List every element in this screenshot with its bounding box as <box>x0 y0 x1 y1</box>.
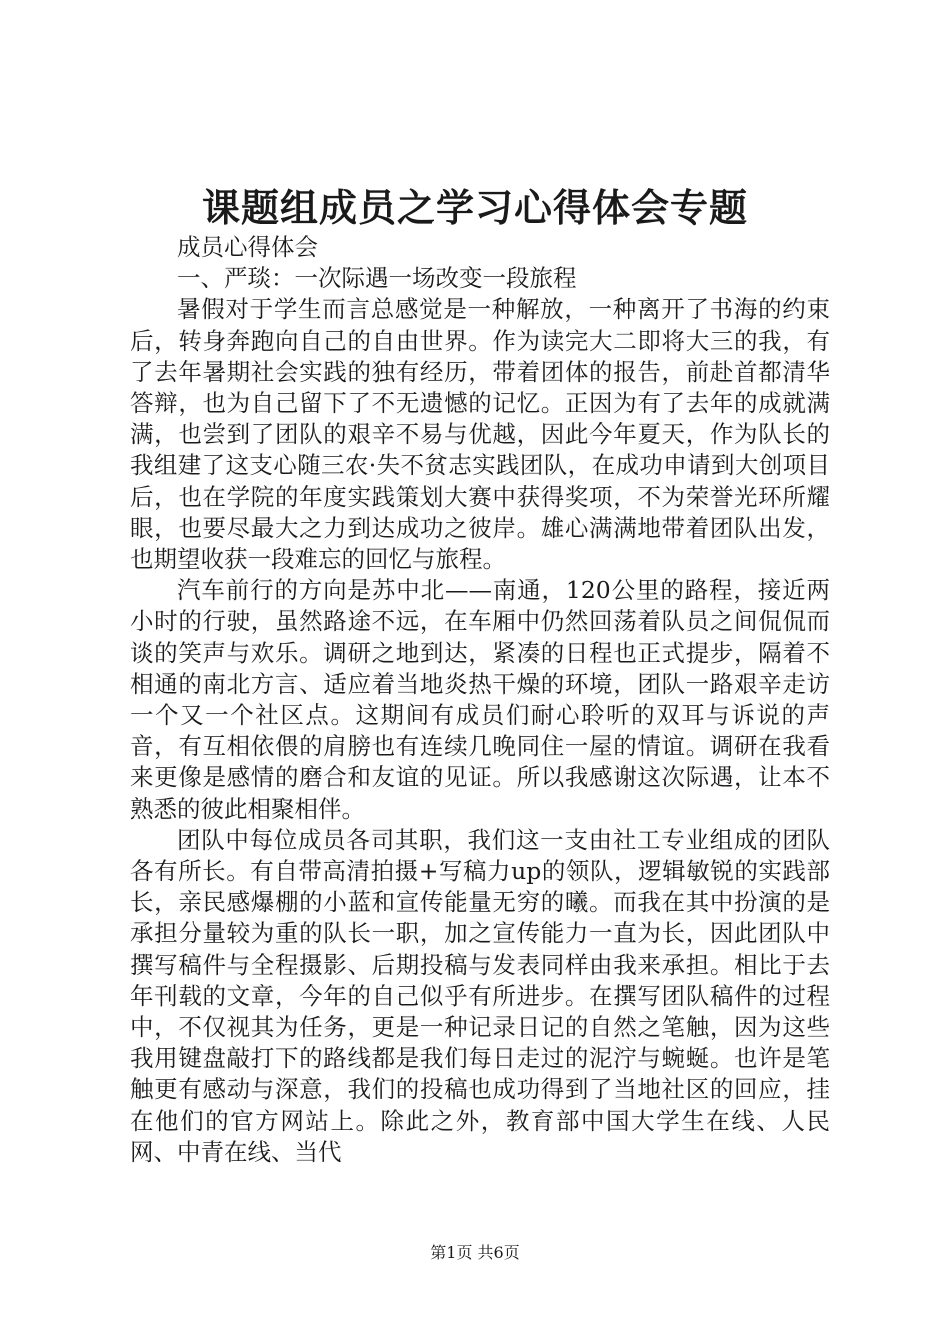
body-paragraph: 团队中每位成员各司其职，我们这一支由社工专业组成的团队各有所长。有自带高清拍摄+写稿力up的领队，逻辑敏锐的实践部长，亲民感爆棚的小蓝和宣传能量无穷的曦。而我在其中扮演的是承担分量较为重的队长一职，加之宣传能力一直为长，因此团队中撰写稿件与全程摄影、后期投稿与发表同样由我来承担。相比于去年刊载的文章，今年的自己似乎有所进步。在撰写团队稿件的过程中，不仅视其为任务，更是一种记录日记的自然之笔触，因为这些我用键盘敲打下的路线都是我们每日走过的泥泞与蜿蜒。也许是笔触更有感动与深意，我们的投稿也成功得到了当地社区的回应，挂在他们的官方网站上。除此之外，教育部中国大学生在线、人民网、中青在线、当代 <box>130 825 830 1166</box>
subsection-heading: 一、严琰：一次际遇一场改变一段旅程 <box>177 264 577 293</box>
document-body <box>130 232 830 1168</box>
body-paragraph: 暑假对于学生而言总感觉是一种解放，一种离开了书海的约束后，转身奔跑向自己的自由世界。作为读完大二即将大三的我，有了去年暑期社会实践的独有经历，带着团体的报告，前赴首都清华答辩，也为自己留下了不无遗憾的记忆。正因为有了去年的成就满满，也尝到了团队的艰辛不易与优越，因此今年夏天，作为队长的我组建了这支心随三农·失不贫志实践团队，在成功申请到大创项目后，也在学院的年度实践策划大赛中获得奖项，不为荣誉光环所耀眼，也要尽最大之力到达成功之彼岸。雄心满满地带着团队出发，也期望收获一段难忘的回忆与旅程。 <box>130 295 830 574</box>
page-number: 第1页 共6页 <box>430 1243 520 1262</box>
section-heading: 成员心得体会 <box>177 233 318 261</box>
document-title: 课题组成员之学习心得体会专题 <box>201 185 748 230</box>
body-paragraph: 汽车前行的方向是苏中北——南通，120公里的路程，接近两小时的行驶，虽然路途不远，在车厢中仍然回荡着队员之间侃侃而谈的笑声与欢乐。调研之地到达，紧凑的日程也正式提步，隔着不相通的南北方言、适应着当地炎热干燥的环境，团队一路艰辛走访一个又一个社区点。这期间有成员们耐心聆听的双耳与诉说的声音，有互相依偎的肩膀也有连续几晚同住一屋的情谊。调研在我看来更像是感情的磨合和友谊的见证。所以我感谢这次际遇，让本不熟悉的彼此相聚相伴。 <box>130 576 830 823</box>
